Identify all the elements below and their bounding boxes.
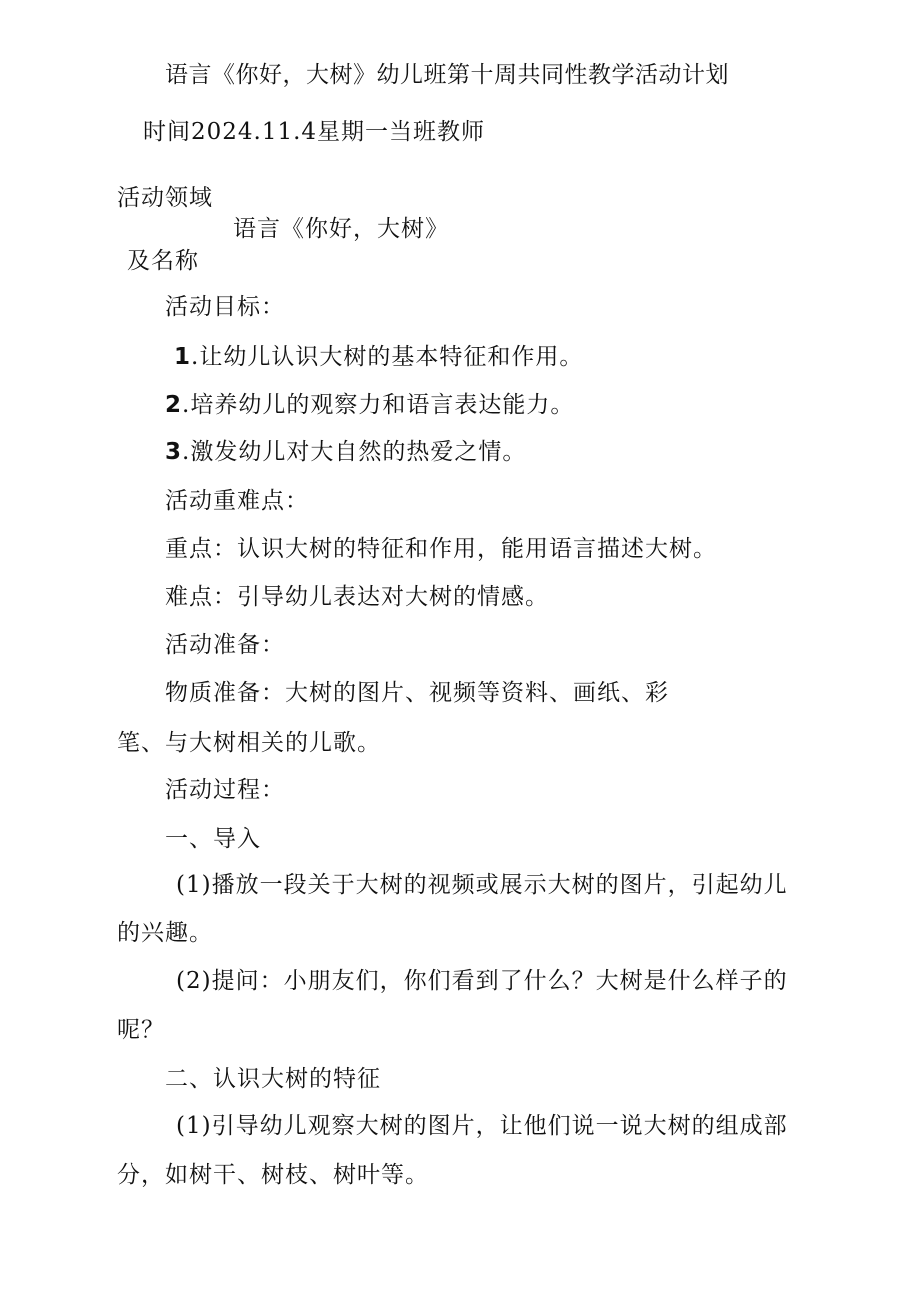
key-point: 重点：认识大树的特征和作用，能用语言描述大树。 <box>165 536 717 562</box>
paragraph-line: (1)播放一段关于大树的视频或展示大树的图片，引起幼儿 <box>176 872 788 898</box>
goal-number: 3 <box>165 439 183 465</box>
prep-heading: 活动准备： <box>165 632 285 658</box>
goal-item <box>165 390 574 420</box>
difficult-point: 难点：引导幼儿表达对大树的情感。 <box>165 584 549 610</box>
goal-number: 2 <box>165 392 183 418</box>
domain-value: 语言《你好，大树》 <box>233 216 449 242</box>
goal-item <box>174 342 583 372</box>
section-title: 一、导入 <box>165 826 261 852</box>
prep-line: 物质准备：大树的图片、视频等资料、画纸、彩 <box>165 680 669 706</box>
section-title: 二、认识大树的特征 <box>165 1066 381 1092</box>
time-line: 时间2024.11.4星期一当班教师 <box>143 119 486 145</box>
domain-label-2: 及名称 <box>127 248 199 274</box>
goal-item <box>165 437 526 467</box>
domain-label: 活动领域 <box>117 185 213 211</box>
paragraph-line: (2)提问：小朋友们，你们看到了什么？大树是什么样子的 <box>176 968 788 994</box>
document-title: 语言《你好，大树》幼儿班第十周共同性教学活动计划 <box>165 62 729 88</box>
paragraph-line: 呢？ <box>117 1017 165 1043</box>
goal-text: .激发幼儿对大自然的热爱之情。 <box>182 439 527 465</box>
paragraph-line: 分，如树干、树枝、树叶等。 <box>117 1162 429 1188</box>
paragraph-line: (1)引导幼儿观察大树的图片，让他们说一说大树的组成部 <box>176 1113 788 1139</box>
goal-text: .让幼儿认识大树的基本特征和作用。 <box>191 344 584 370</box>
prep-line: 笔、与大树相关的儿歌。 <box>117 730 381 756</box>
goal-text: .培养幼儿的观察力和语言表达能力。 <box>182 392 575 418</box>
paragraph-line: 的兴趣。 <box>117 920 213 946</box>
goals-heading: 活动目标： <box>165 294 285 320</box>
goal-number: 1 <box>174 344 192 370</box>
process-heading: 活动过程： <box>165 777 285 803</box>
key-heading: 活动重难点： <box>165 488 309 514</box>
